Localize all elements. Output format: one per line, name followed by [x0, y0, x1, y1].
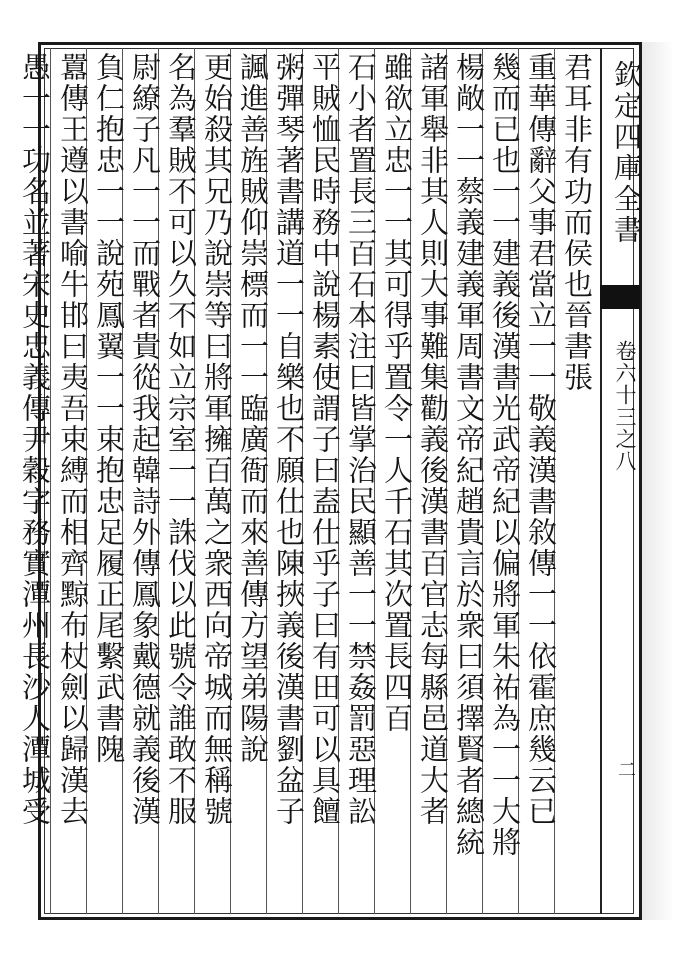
text-column-11: 更始殺其兄乃說崇等曰將軍擁百萬之衆西向帝城而無稱號: [200, 52, 234, 827]
text-column-9: 粥彈琴著書講道一一自樂也不願仕也陳挾義後漢書劉盆子: [272, 52, 306, 827]
text-column-13: 尉繚子凡一一而戰者貴從我起韓詩外傳鳳象戴德就義後漢: [128, 52, 162, 827]
text-column-16: 愚一一功名並著宋史忠義傳尹穀字務實潭州長沙人潭城受: [18, 52, 52, 827]
text-column-14: 負仁抱忠一一說苑鳳翼一一束抱忠足履正尾繫武書隗: [92, 52, 126, 765]
text-column-4: 楊敞一一蔡義建義軍周書文帝紀趙貴言於衆曰須擇賢者總統: [452, 52, 486, 858]
text-column-6: 雖欲立忠一一其可得乎置令一人千石其次置長四百: [380, 52, 414, 734]
text-column-12: 名為羣賊不可以久不如立宗室一一誅伐以此號令誰敢不服: [164, 52, 198, 827]
book-title: 欽定四庫全書: [610, 60, 643, 246]
chapter-label: 卷六十三之八: [613, 340, 637, 472]
text-column-5: 諸軍舉非其人則大事難集勸義後漢書百官志每縣邑道大者: [416, 52, 450, 827]
text-column-10: 諷進善旌賊仰崇標而一一臨廣衙而來善傳方望弟陽說: [236, 52, 270, 765]
text-column-2: 重華傳辭父事君當立一一敬義漢書敘傳一一依霍庶幾云已: [524, 52, 558, 827]
page-number: 二: [615, 760, 636, 778]
text-column-7: 石小者置長三百石本注曰皆掌治民顯善一一禁姦罰惡理訟: [344, 52, 378, 827]
text-column-15: 囂傳王遵以書喻牛邯曰夷吾束縛而相齊黥布杖劍以歸漢去: [56, 52, 90, 827]
fish-tail-mark: [600, 285, 640, 309]
text-column-8: 平賊恤民時務中說楊素使謂子曰盍仕乎子曰有田可以具饘: [308, 52, 342, 827]
text-column-3: 幾而已也一一建義後漢書光武帝紀以偏將軍朱祐為一一大將: [488, 52, 522, 858]
text-column-1: 君耳非有功而侯也晉書張: [560, 52, 594, 393]
